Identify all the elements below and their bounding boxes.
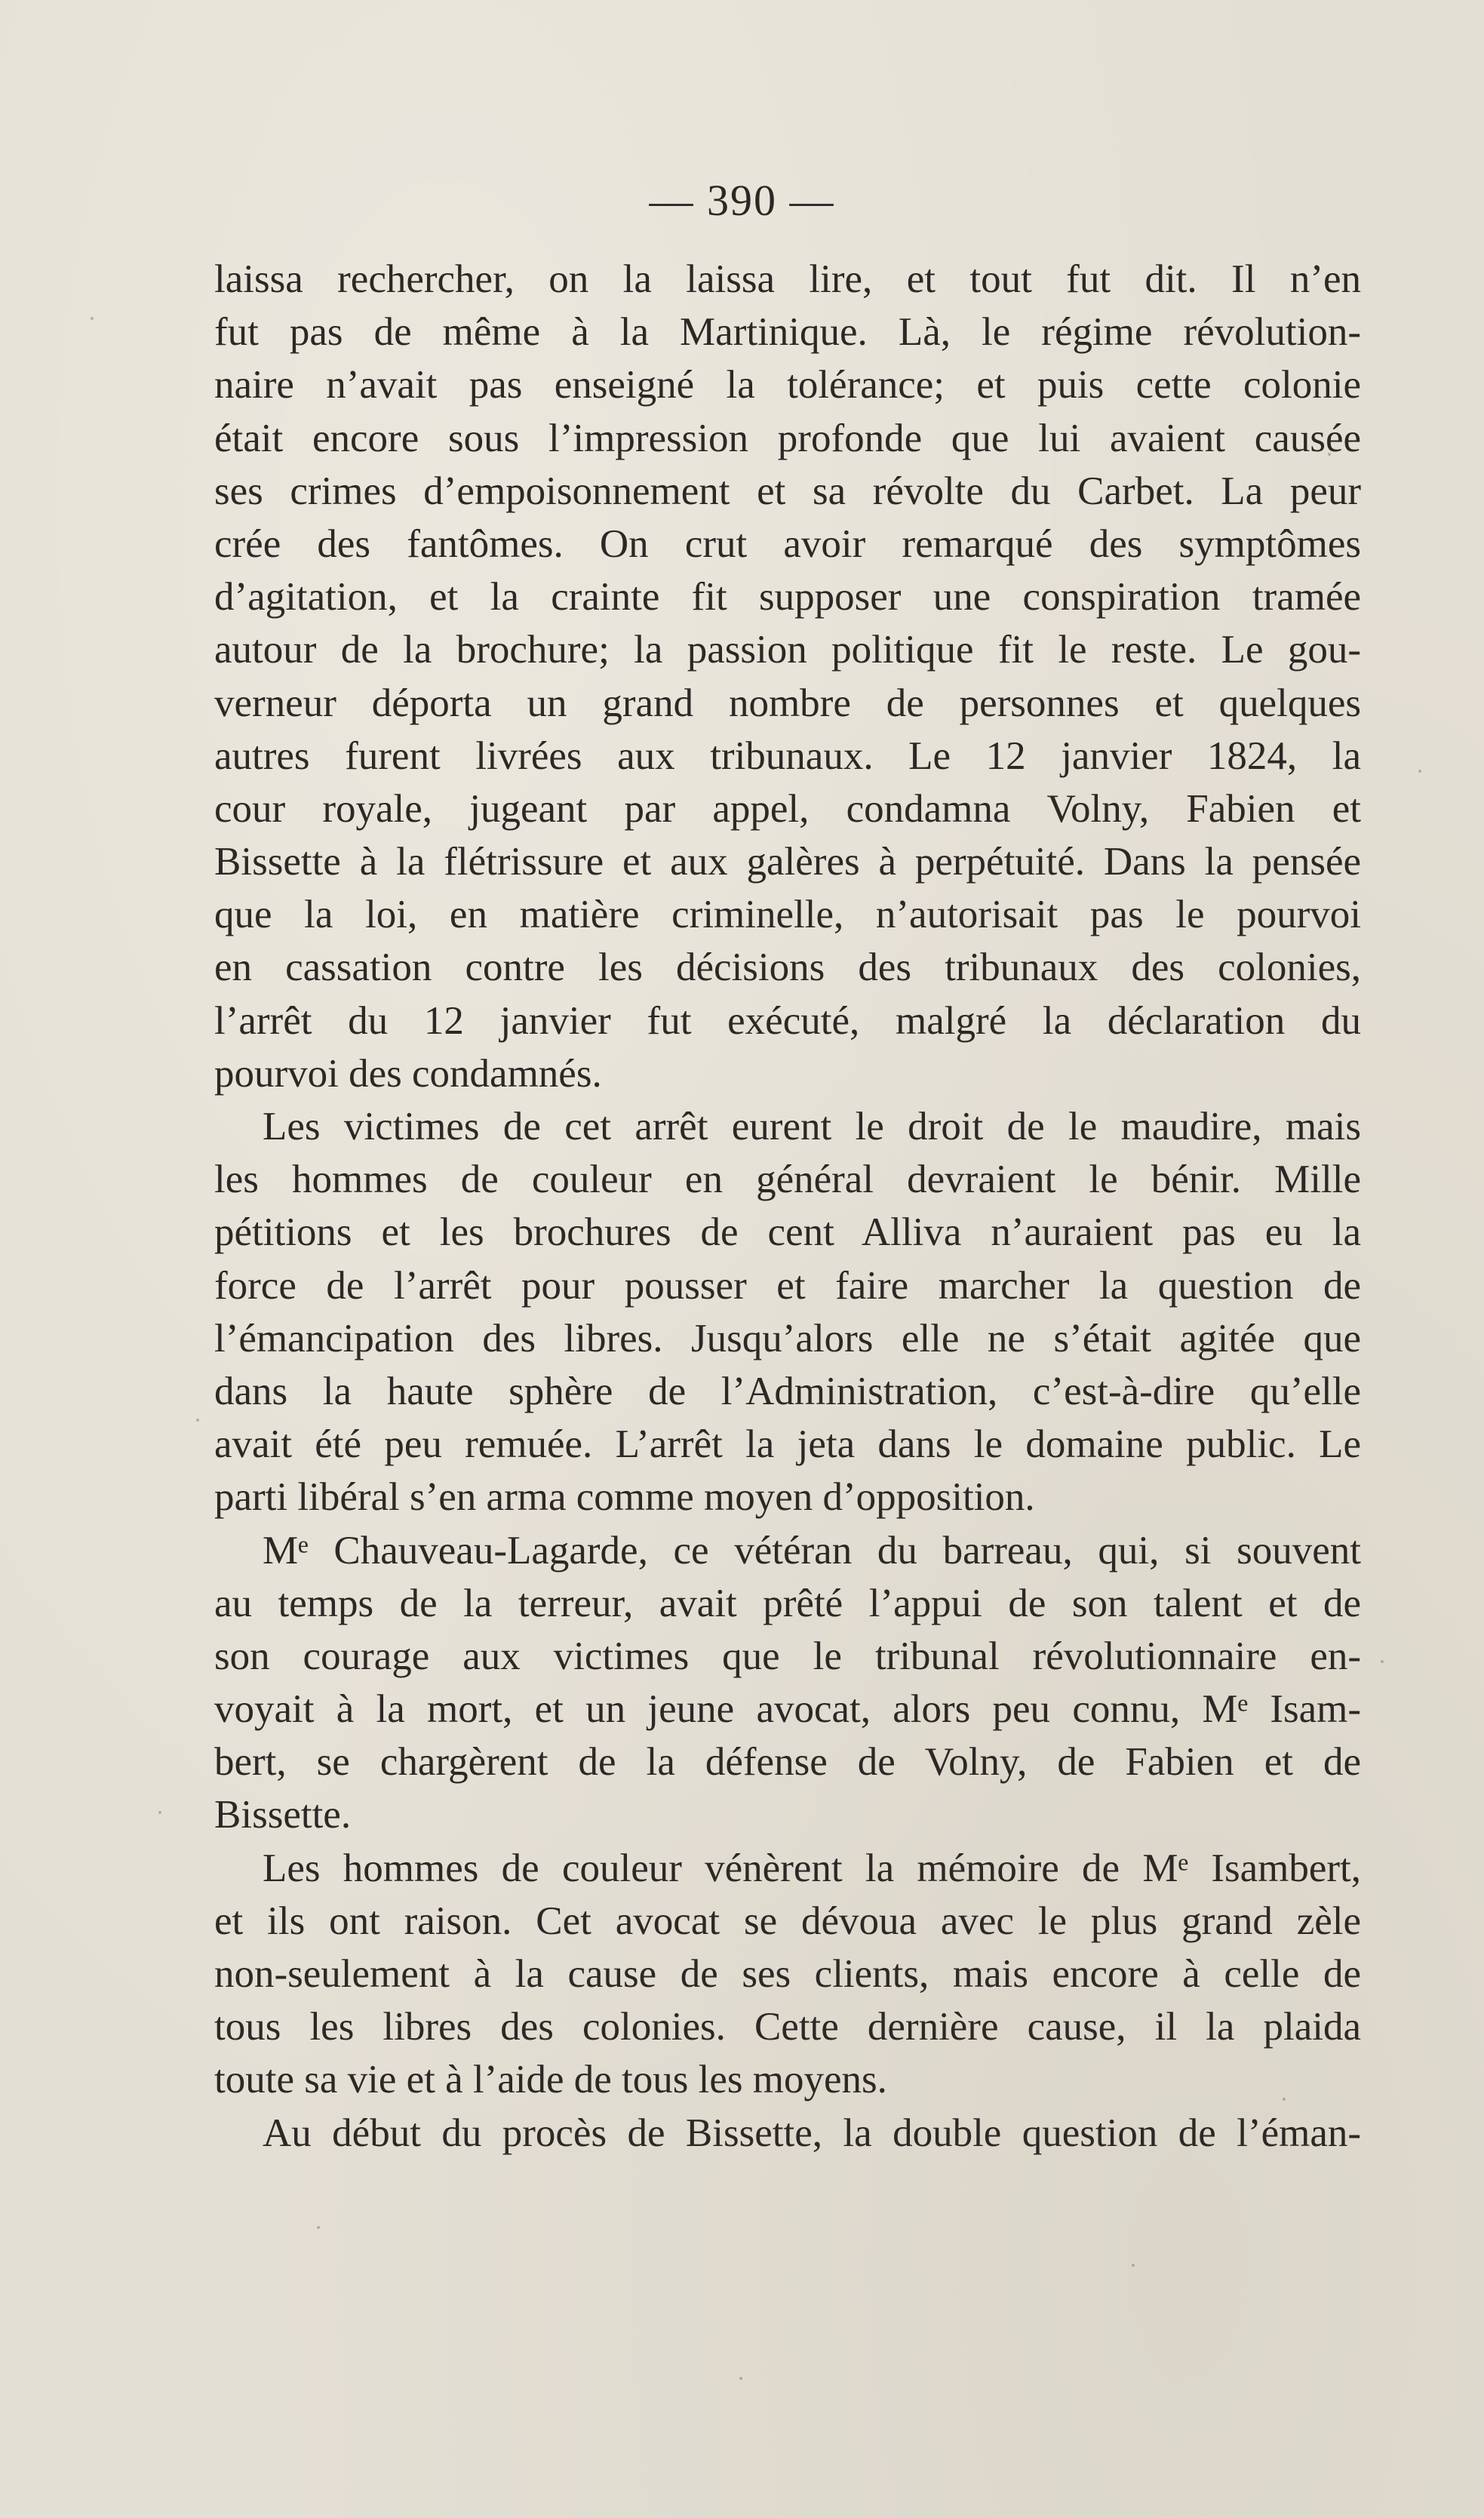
text-line: avait été peu remuée. L’arrêt la jeta dans le domaine public. Le xyxy=(214,1422,1361,1467)
paper-speck xyxy=(1132,2264,1135,2267)
text-line: force de l’arrêt pour pousser et faire marcher la question de xyxy=(214,1263,1361,1308)
text-line: pourvoi des condamnés. xyxy=(214,1051,602,1096)
text-line: au temps de la terreur, avait prêté l’appui de son talent et de xyxy=(214,1581,1361,1625)
text-line: verneur déporta un grand nombre de personnes et quelques xyxy=(214,681,1361,725)
text-line: bert, se chargèrent de la défense de Volny, de Fabien et de xyxy=(214,1740,1361,1785)
text-line: pétitions et les brochures de cent Alliva n’auraient pas eu la xyxy=(214,1210,1361,1255)
paper-speck xyxy=(317,2226,320,2229)
paper-speck xyxy=(739,2377,742,2380)
paper-speck xyxy=(158,1811,161,1814)
text-line: Bissette à la flétrissure et aux galères à perpétuité. Dans la pensée xyxy=(214,840,1361,884)
text-line: était encore sous l’impression profonde que lui avaient causée xyxy=(214,416,1361,460)
paper-speck xyxy=(1328,453,1331,456)
text-line: en cassation contre les décisions des tribunaux des colonies, xyxy=(214,945,1361,990)
text-line: cour royale, jugeant par appel, condamna Volny, Fabien et xyxy=(214,786,1361,831)
paper-speck xyxy=(1381,1660,1384,1663)
text-line: autres furent livrées aux tribunaux. Le 12 janvier 1824, la xyxy=(214,733,1361,778)
paper-speck xyxy=(91,317,94,320)
text-line: l’émancipation des libres. Jusqu’alors elle ne s’était agitée que xyxy=(214,1316,1361,1360)
text-line: fut pas de même à la Martinique. Là, le régime révolution- xyxy=(214,310,1361,355)
paper-speck xyxy=(1283,2098,1286,2101)
text-line: tous les libres des colonies. Cette dernière cause, il la plaida xyxy=(214,2005,1361,2049)
text-line: laissa rechercher, on la laissa lire, et tout fut dit. Il n’en xyxy=(214,257,1361,301)
text-line: crée des fantômes. On crut avoir remarqué des symptômes xyxy=(214,521,1361,566)
text-line: Les hommes de couleur vénèrent la mémoire de Mᵉ Isambert, xyxy=(263,1846,1361,1890)
body-text xyxy=(214,253,1361,2160)
page-number: — 390 — xyxy=(649,176,835,225)
text-line: dans la haute sphère de l’Administration, c’est-à-dire qu’elle xyxy=(214,1369,1361,1413)
text-line: Mᵉ Chauveau-Lagarde, ce vétéran du barreau, qui, si souvent xyxy=(263,1528,1361,1573)
text-line: ses crimes d’empoisonnement et sa révolte du Carbet. La peur xyxy=(214,469,1361,513)
text-line: voyait à la mort, et un jeune avocat, alors peu connu, Mᵉ Isam- xyxy=(214,1687,1361,1732)
text-line: l’arrêt du 12 janvier fut exécuté, malgré la déclaration du xyxy=(214,998,1361,1043)
text-line: autour de la brochure; la passion politique fit le reste. Le gou- xyxy=(214,628,1361,672)
text-line: Au début du procès de Bissette, la double question de l’éman- xyxy=(263,2111,1361,2155)
text-line: toute sa vie et à l’aide de tous les moyens. xyxy=(214,2058,887,2102)
text-line: son courage aux victimes que le tribunal révolutionnaire en- xyxy=(214,1634,1361,1678)
text-line: d’agitation, et la crainte fit supposer une conspiration tramée xyxy=(214,575,1361,620)
text-line: Les victimes de cet arrêt eurent le droit de le maudire, mais xyxy=(263,1105,1361,1148)
text-line: que la loi, en matière criminelle, n’autorisait pas le pourvoi xyxy=(214,893,1361,937)
text-line: les hommes de couleur en général devraient le bénir. Mille xyxy=(214,1158,1361,1202)
text-line: naire n’avait pas enseigné la tolérance; et puis cette colonie xyxy=(214,363,1361,407)
text-line: et ils ont raison. Cet avocat se dévoua avec le plus grand zèle xyxy=(214,1898,1361,1943)
paper-speck xyxy=(1418,770,1421,773)
text-line: non-seulement à la cause de ses clients, mais encore à celle de xyxy=(214,1952,1361,1996)
paper-speck xyxy=(196,1419,199,1422)
text-line: parti libéral s’en arma comme moyen d’opposition. xyxy=(214,1475,1035,1520)
text-line: Bissette. xyxy=(214,1793,352,1837)
